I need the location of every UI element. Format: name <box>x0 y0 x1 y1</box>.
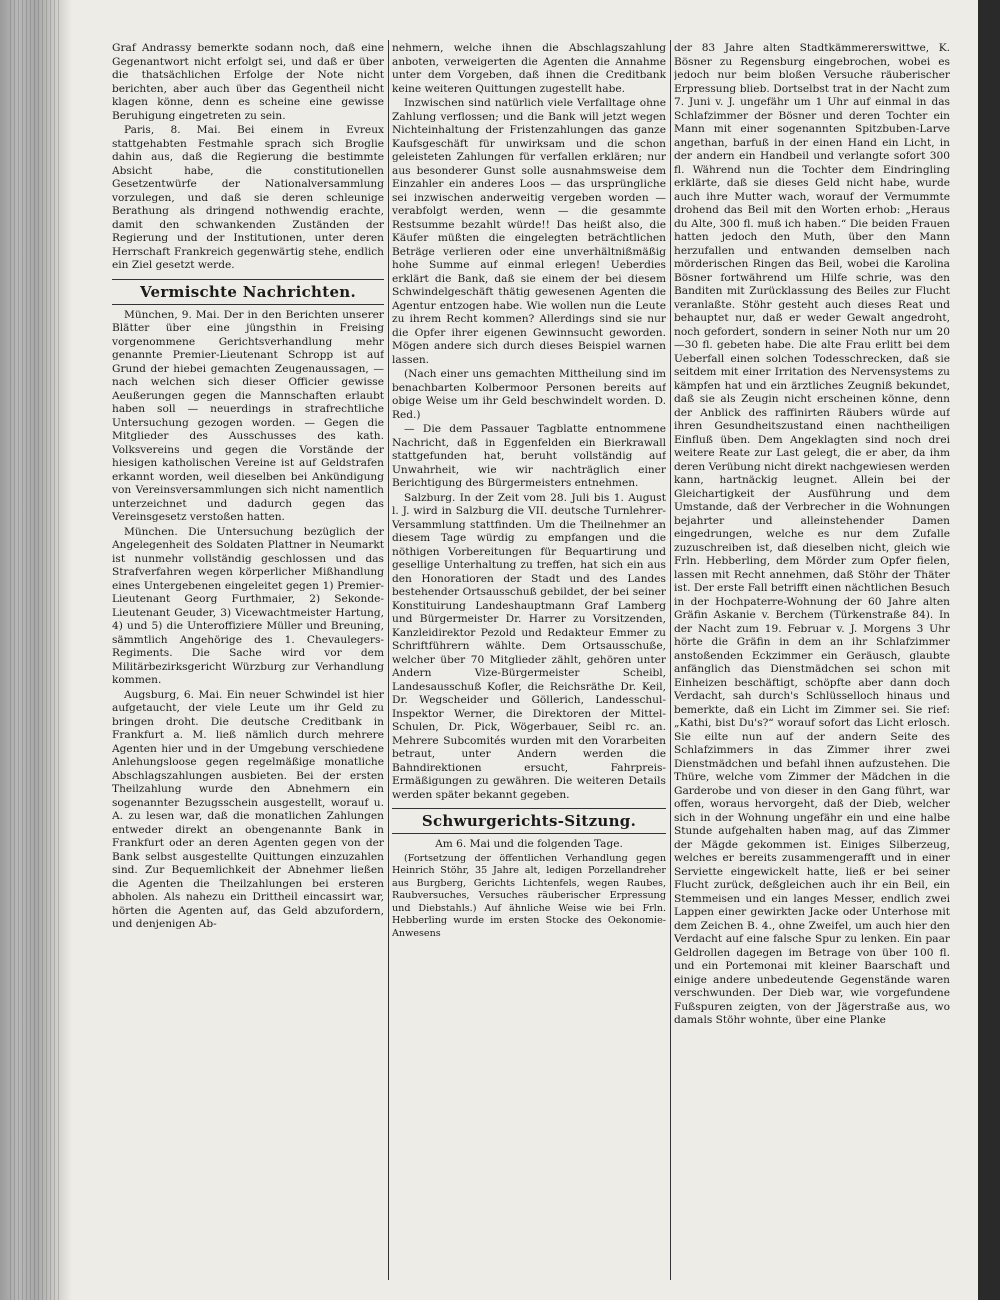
article-muenchen-2: München. Die Untersuchung bezüglich der Angelegenheit des Soldaten Plattner in Neumarkt ist nunmehr vollständig geschlossen und das Strafverfahren wegen körperlicher Mißhandlung eines Untergebenen eingeleitet gegen 1) Premier-Lieutenant Georg Furthmaier, 2) Sekonde-Lieutenant Geuder, 3) Vicewachtmeister Hartung, 4) und 5) die Unteroffiziere Müller und Breuning, sämmtlich Angehörige des 1. Chevaulegers-Regiments. Die Sache wird vor dem Militärbezirksgericht Würzburg zur Verhandlung kommen. <box>112 525 384 686</box>
article-trial: (Fortsetzung der öffentlichen Verhandlung gegen Heinrich Stöhr, 35 Jahre alt, ledigen Porzellandreher aus Burgberg, Gerichts Lichtenfels, wegen Raubes, Raubversuches, Versuches räuberischer Erpressung und Diebstahls.) Auf ähnliche Weise wie bei Frln. Hebberling wurde im ersten Stocke des Oekonomie-Anwesens <box>392 852 666 939</box>
scan-edge <box>978 0 1000 1300</box>
article-salzburg: Salzburg. In der Zeit vom 28. Juli bis 1. August l. J. wird in Salzburg die VII. deutsche Turnlehrer-Versammlung stattfinden. Um die Theilnehmer an diesem Tage würdig zu empfangen und die nöthigen Vorbereitungen für Bequartirung und gesellige Unterhaltung zu treffen, hat sich ein aus den Honoratioren der Stadt und des Landes bestehender Ortsausschuß gebildet, der bei seiner Konstituirung Landeshauptmann Graf Lamberg und Bürgermeister Dr. Harrer zu Vorsitzenden, Kanzleidirektor Pezold und Redakteur Emmer zu Schriftführern wählte. Dem Ortsausschuße, welcher über 70 Mitglieder zählt, gehören unter Andern Vize-Bürgermeister Scheibl, Landesausschuß Kofler, die Reichsräthe Dr. Keil, Dr. Wegscheider und Göllerich, Landesschul-Inspektor Werner, die Direktoren der Mittel-Schulen, Dr. Pick, Wögerbauer, Seibl rc. an. Mehrere Subcomités wurden mit den Vorarbeiten betraut, unter Andern werden die Bahndirektionen ersucht, Fahrpreis-Ermäßigungen zu gewähren. Die weiteren Details werden später bekannt gegeben. <box>392 491 666 801</box>
article-augsburg-cont-2: Inzwischen sind natürlich viele Verfalltage ohne Zahlung verflossen; und die Bank will jetzt wegen Nichteinhaltung der Fristenzahlungen das ganze Kaufsgeschäft für unwirksam und die schon geleisteten Zahlungen für verfallen erklären; nur aus besonderer Gunst solle ausnahmsweise dem Einzahler ein anderes Loos — das ursprüngliche sei inzwischen anderweitig vergeben worden — verabfolgt werden, wenn — die gesammte Restsumme bezahlt würde!! Das heißt also, die Käufer müßten die eingelegten beträchtlichen Beträge verlieren oder eine unverhältnißmäßig hohe Summe auf einmal erlegen! Ueberdies erklärt die Bank, daß sie einem der bei diesem Schwindelgeschäft thätig gewesenen Agenten die Agentur entzogen habe. Wie wollen nun die Leute zu ihrem Recht kommen? Allerdings sind sie nur die Opfer ihrer eigenen Gewinnsucht geworden. Mögen andere sich durch dieses Beispiel warnen lassen. <box>392 97 666 366</box>
article-trial-cont: der 83 Jahre alten Stadtkämmererswittwe, K. Bösner zu Regensburg eingebrochen, wobei es jedoch nur beim bloßen Versuche räuberischer Erpressung blieb. Dortselbst trat in der Nacht zum 7. Juni v. J. ungefähr um 1 Uhr auf einmal in das Schlafzimmer der Bösner und deren Tochter ein Mann mit einer sogenannten Spitzbuben-Larve angethan, barfuß in der einen Hand ein Licht, in der andern ein Handbeil und verlangte sofort 300 fl. Während nun die Tochter dem Eindringling erklärte, daß sie dieses Geld nicht habe, wurde auch ihre Mutter wach, worauf der Vermummte drohend das Beil mit den Worten erhob: „Heraus du Alte, 300 fl. muß ich haben.“ Die beiden Frauen hatten jedoch den Muth, über den Mann herzufallen und entwanden demselben nach mörderischen Ringen das Beil, wobei die Karolina Bösner fortwährend um Hilfe schrie, was den Banditen mit Zurücklassung des Beiles zur Flucht veranlaßte. Stöhr gesteht auch dieses Reat und behauptet nur, daß er weder Gewalt angedroht, noch gefordert, sondern in seiner Noth nur um 20—30 fl. gebeten habe. Die alte Frau erlitt bei dem Ueberfall einen solchen Todesschrecken, daß sie seitdem mit einer Irritation des Nervensystems zu kämpfen hat und ein ärztliches Zeugniß bekundet, daß sie als Zeugin nicht erscheinen könne, denn der Anblick des raffinirten Räubers würde auf ihren Gesundheitszustand einen nachtheiligen Einfluß üben. Dem Angeklagten sind noch drei weitere Reate zur Last gelegt, die er aber, da ihm deren Verübung nicht direkt nachgewiesen werden kann, hartnäckig leugnet. Allein bei der Gleichartigkeit der Ausführung und dem Umstande, daß der Verbrecher in die Wohnungen bejahrter und alleinstehender Damen eingedrungen, welche es nur dem Zufalle zuzuschreiben ist, daß dieselben nicht, gleich wie Frln. Hebberling, dem Mörder zum Opfer fielen, lassen mit Recht annehmen, daß Stöhr der Thäter ist. Der erste Fall betrifft einen nächtlichen Besuch in der Hochpaterre-Wohnung der 60 Jahre alten Gräfin Askanie v. Berchem (Türkenstraße 84). In der Nacht zum 19. Februar v. J. Morgens 3 Uhr hörte die Gräfin in dem an ihr Schlafzimmer anstoßenden Eckzimmer ein Geräusch, glaubte anfänglich das Dienstmädchen sei schon mit Einheizen beschäftigt, schöpfte aber dann doch Verdacht, sah durch's Schlüsselloch hinaus und bemerkte, daß ein Licht im Zimmer sei. Sie rief: „Kathi, bist Du's?“ worauf sofort das Licht erlosch. Sie eilte nun auf der andern Seite des Schlafzimmers in das Zimmer ihrer zwei Dienstmädchen und befahl ihnen aufzustehen. Die Thüre, welche vom Zimmer der Mädchen in die Garderobe und von dieser in den Gang führt, war offen, woraus hervorgeht, daß der Dieb, welcher sich in der Wohnung ungefähr ein und eine halbe Stunde aufgehalten haben mag, auf das Zimmer der Mägde gekommen ist. Einiges Silberzeug, welches er bereits zusammengerafft und in einer Serviette eingewickelt hatte, ließ er bei seiner Flucht zurück, deßgleichen auch ihr ein Beil, ein Stemmeisen und ein langes Messer, endlich zwei Lappen einer gewirkten Jacke oder Unterhose mit dem Zeichen B. 4., ohne Zweifel, um auch hier den Verdacht auf eine falsche Spur zu lenken. Ein paar Geldrollen dagegen im Betrage von über 100 fl. und ein Portemonai mit kleiner Baarschaft und einige andere unbedeutende Gegenstände waren verschwunden. Der Dieb war, wie vorgefundene Fußspuren zeigten, von der Jägerstraße aus, wo damals Stöhr wohnte, über eine Planke <box>674 42 950 1026</box>
article-muenchen-1: München, 9. Mai. Der in den Berichten unserer Blätter über eine jüngsthin in Freising vorgenommene Gerichtsverhandlung mehr genannte Premier-Lieutenant Schropp ist auf Grund der hiebei gemachten Zeugenaussagen, — nach welchen sich dieser Officier gewisse Aeußerungen gegen die Mannschaften erlaubt haben soll — neuerdings in strafrechtliche Untersuchung gezogen worden. — Gegen die Mitglieder des Ausschusses des kath. Volksvereins und gegen die Vorstände der hiesigen katholischen Vereine ist auf Geldstrafen erkannt worden, weil dieselben bei Ankündigung von Vereinsversammlungen sich nicht namentlich unterzeichnet und dadurch gegen das Vereinsgesetz verstoßen hatten. <box>112 308 384 523</box>
article-augsburg: Augsburg, 6. Mai. Ein neuer Schwindel ist hier aufgetaucht, der viele Leute um ihr Geld zu bringen droht. Die deutsche Creditbank in Frankfurt a. M. ließ nämlich durch mehrere Agenten hier und in der Umgebung verschiedene Anlehungsloose gegen regelmäßige monatliche Abschlagszahlungen ausbieten. Bei der ersten Theilzahlung wurde den Abnehmern ein sogenannter Bezugsschein ausgestellt, worauf u. A. zu lesen war, daß die monatlichen Zahlungen entweder direkt an obengenannte Bank in Frankfurt oder an deren Agenten gegen von der Bank selbst ausgestellte Quittungen einzuzahlen sind. Zur Bequemlichkeit der Abnehmer ließen die Agenten die Theilzahlungen bei ersteren abholen. Als nahezu ein Drittheil eincassirt war, hörten die Agenten auf, das Geld abzufordern, und denjenigen Ab- <box>112 688 384 930</box>
column-3 <box>674 42 950 1282</box>
session-date: Am 6. Mai und die folgenden Tage. <box>435 838 623 850</box>
column-rule <box>388 40 389 1280</box>
column-2 <box>392 42 666 1282</box>
article-eggenfelden: — Die dem Passauer Tagblatte entnommene Nachricht, daß in Eggenfelden ein Bierkrawall stattgefunden hat, beruht vollständig auf Unwahrheit, wie wir nachträglich einer Berichtigung des Bürgermeisters entnehmen. <box>392 423 666 489</box>
article-andrassy: Graf Andrassy bemerkte sodann noch, daß eine Gegenantwort nicht erfolgt sei, und daß er über die thatsächlichen Erfolge der Note nicht berichten, aber auch über das Gegentheil nicht klagen könne, denn es scheine eine gewisse Beruhigung eingetreten zu sein. <box>112 42 384 122</box>
column-rule <box>670 40 671 1280</box>
article-augsburg-cont: nehmern, welche ihnen die Abschlagszahlung anboten, verweigerten die Agenten die Annahme unter dem Vorgeben, daß ihnen die Creditbank keine weiteren Quittungen zugestellt habe. <box>392 42 666 95</box>
page-edges <box>10 0 60 1300</box>
book-gutter <box>0 0 72 1300</box>
section-heading-schwurgericht: Schwurgerichts-Sitzung. <box>392 808 666 834</box>
article-paris: Paris, 8. Mai. Bei einem in Evreux stattgehabten Festmahle sprach sich Broglie dahin aus, daß die Regierung die bestimmte Absicht habe, die constitutionellen Gesetzentwürfe der Nationalversammlung vorzulegen, und daß sie deren schleunige Berathung als dringend nothwendig erachte, damit den schwankenden Zuständen der Regierung und der Institutionen, unter deren Herrschaft Frankreich gegenwärtig stehe, endlich ein Ziel gesetzt werde. <box>112 124 384 271</box>
section-heading-vermischte: Vermischte Nachrichten. <box>112 279 384 305</box>
editor-note: (Nach einer uns gemachten Mittheilung sind im benachbarten Kolbermoor Personen bereits auf obige Weise um ihr Geld beschwindelt worden. D. Red.) <box>392 368 666 421</box>
column-1 <box>112 42 384 1282</box>
